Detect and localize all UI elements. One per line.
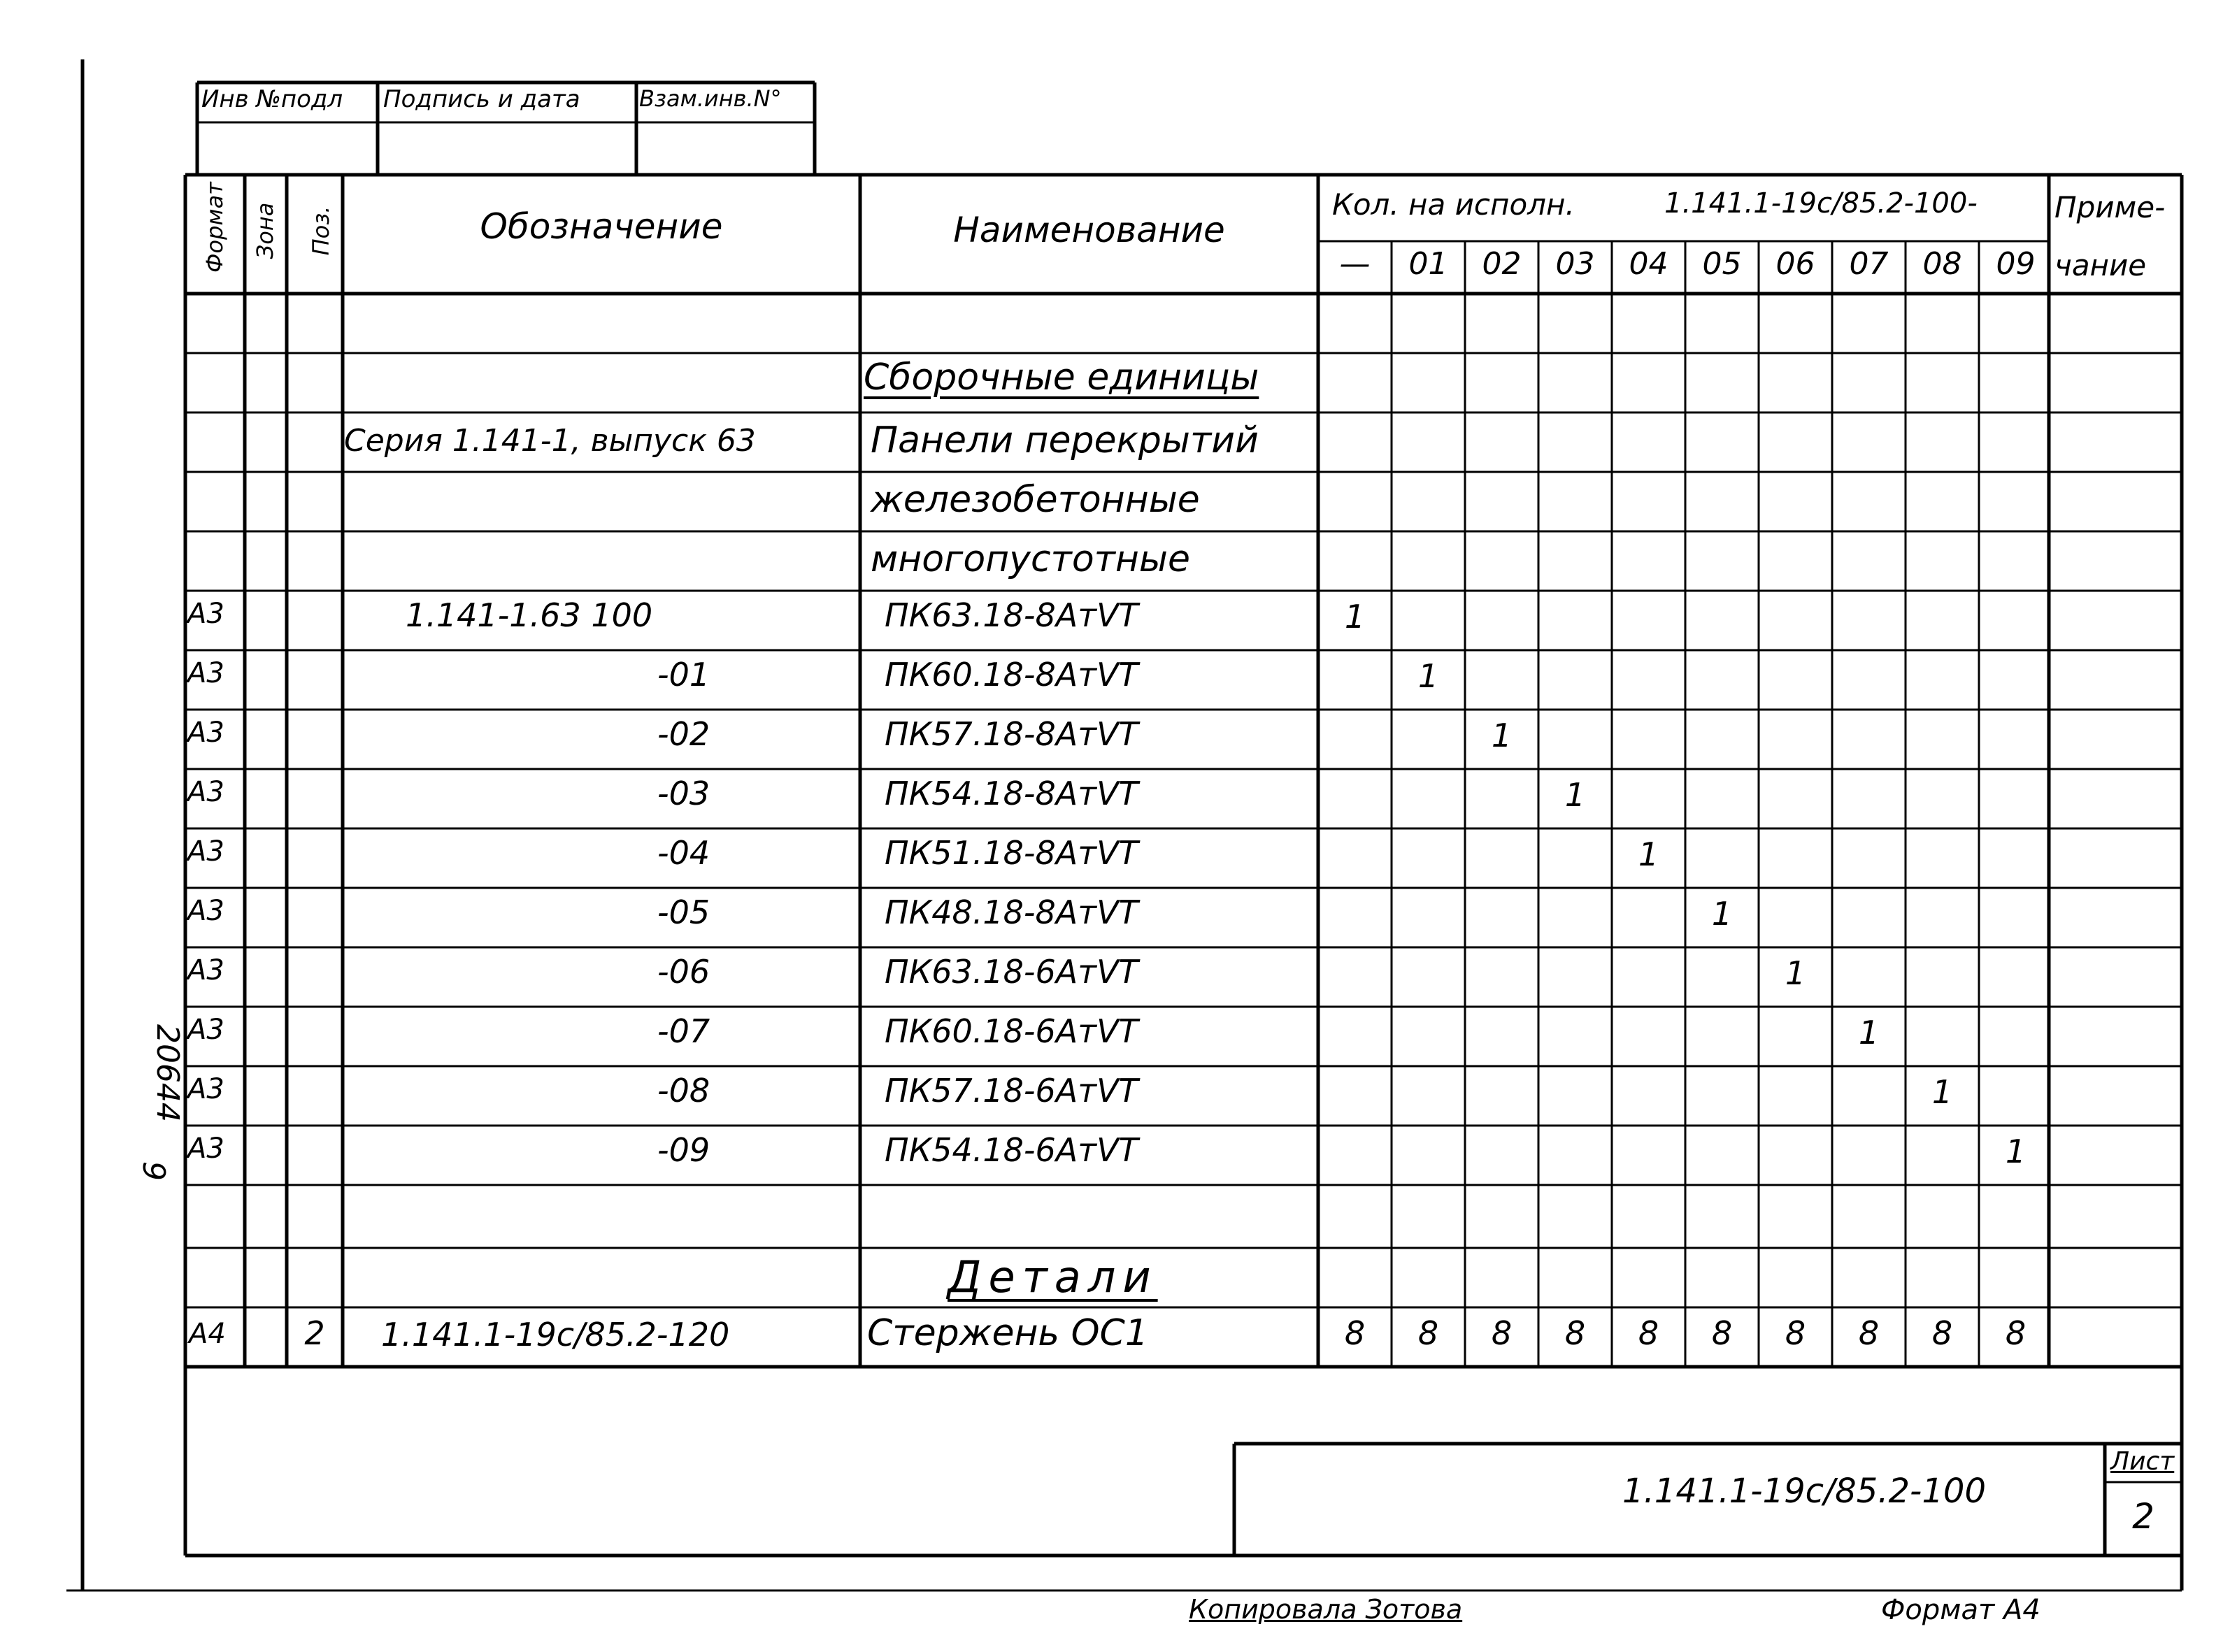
row-naimenovanie: ПК60.18-6АтVТ [885,1012,1138,1050]
seria-naim-1: Панели перекрытий [871,419,1259,461]
row-format: А3 [187,598,224,630]
row-quantity: 1 [1564,776,1586,814]
quantity-column-header: 06 [1775,246,1815,282]
detail-quantity: 8 [1344,1314,1366,1352]
quantity-column-header: 07 [1849,246,1889,282]
quantity-column-header: 01 [1408,246,1448,282]
detail-quantity: 8 [1491,1314,1513,1352]
detail-oboznachenie: 1.141.1-19с/85.2-120 [381,1316,730,1353]
row-format: А3 [187,717,224,749]
header-naimenovanie: Наименование [953,210,1225,250]
row-quantity: 1 [2005,1133,2027,1170]
row-naimenovanie: ПК48.18-8АтVТ [885,893,1138,931]
header-primechanie-2: чание [2054,248,2147,282]
row-oboznachenie: -01 [657,656,710,694]
title-block-code: 1.141.1-19с/85.2-100 [1622,1472,1986,1511]
stamp-inv-podl-label: Инв №подл [201,85,343,113]
row-quantity: 1 [1785,954,1806,992]
side-inventory-number: 20644 [150,1024,185,1122]
quantity-column-header: — [1339,246,1371,282]
row-oboznachenie: 1.141-1.63 100 [406,596,653,634]
row-naimenovanie: ПК57.18-8АтVТ [885,715,1138,753]
title-block-list-number: 2 [2132,1496,2154,1537]
row-format: А3 [187,1014,224,1046]
row-quantity: 1 [1711,895,1733,933]
row-naimenovanie: ПК51.18-8АтVТ [885,834,1138,872]
header-ispoln-code: 1.141.1-19с/85.2-100- [1664,187,1978,220]
stamp-signature-date-label: Подпись и дата [383,85,580,113]
section-detali: Детали [948,1251,1158,1302]
row-oboznachenie: -02 [657,715,710,753]
stamp-vzam-inv-label: Взам.инв.N° [639,85,782,112]
detail-quantity: 8 [1711,1314,1733,1352]
quantity-column-header: 05 [1702,246,1742,282]
section-sborochnye-edinicy: Сборочные единицы [864,357,1259,398]
seria-naim-2: железобетонные [871,479,1200,521]
row-oboznachenie: -03 [657,775,710,812]
row-naimenovanie: ПК57.18-6АтVТ [885,1072,1138,1109]
side-letter: 9 [136,1161,171,1181]
row-oboznachenie: -08 [657,1072,710,1109]
row-format: А3 [187,954,224,986]
row-format: А3 [187,835,224,868]
footer-format: Формат А4 [1881,1594,2040,1626]
row-naimenovanie: ПК54.18-6АтVТ [885,1131,1138,1169]
row-oboznachenie: -07 [657,1012,710,1050]
row-format: А3 [187,1073,224,1105]
detail-quantity: 8 [1417,1314,1439,1352]
seria-naim-3: многопустотные [871,538,1190,580]
row-quantity: 1 [1931,1073,1953,1111]
detail-quantity: 8 [1564,1314,1586,1352]
detail-quantity: 8 [1638,1314,1659,1352]
row-naimenovanie: ПК63.18-6АтVТ [885,953,1138,991]
detail-naimenovanie: Стержень ОС1 [867,1312,1148,1354]
quantity-column-header: 08 [1922,246,1962,282]
quantity-column-header: 09 [1996,246,2036,282]
row-oboznachenie: -05 [657,893,710,931]
header-zona: Зона [252,202,278,259]
row-naimenovanie: ПК54.18-8АтVТ [885,775,1138,812]
footer-copied-by: Копировала Зотова [1189,1594,1463,1625]
row-naimenovanie: ПК60.18-8АтVТ [885,656,1138,694]
detail-quantity: 8 [1785,1314,1806,1352]
row-format: А3 [187,657,224,689]
row-format: А3 [187,776,224,808]
detail-quantity: 8 [2005,1314,2027,1352]
row-oboznachenie: -06 [657,953,710,991]
quantity-column-header: 03 [1555,246,1595,282]
quantity-column-header: 02 [1482,246,1522,282]
header-kol-na-ispoln: Кол. на исполн. [1332,187,1575,222]
row-naimenovanie: ПК63.18-8АтVТ [885,596,1138,634]
row-oboznachenie: -04 [657,834,710,872]
detail-poz: 2 [304,1314,325,1352]
row-format: А3 [187,895,224,927]
detail-format: А4 [189,1318,226,1350]
row-quantity: 1 [1417,657,1439,695]
row-quantity: 1 [1858,1014,1880,1051]
detail-quantity: 8 [1858,1314,1880,1352]
header-oboznachenie: Обозначение [480,206,723,247]
header-poz: Поз. [308,206,334,256]
row-quantity: 1 [1638,835,1659,873]
row-quantity: 1 [1344,598,1366,635]
header-primechanie-1: Приме- [2054,190,2166,224]
quantity-column-header: 04 [1629,246,1668,282]
row-quantity: 1 [1491,717,1513,754]
header-format: Формат [201,182,228,273]
row-oboznachenie: -09 [657,1131,710,1169]
detail-quantity: 8 [1931,1314,1953,1352]
seria-oboznachenie: Серия 1.141-1, выпуск 63 [344,423,756,459]
title-block-list-label: Лист [2110,1447,2175,1476]
row-format: А3 [187,1133,224,1165]
